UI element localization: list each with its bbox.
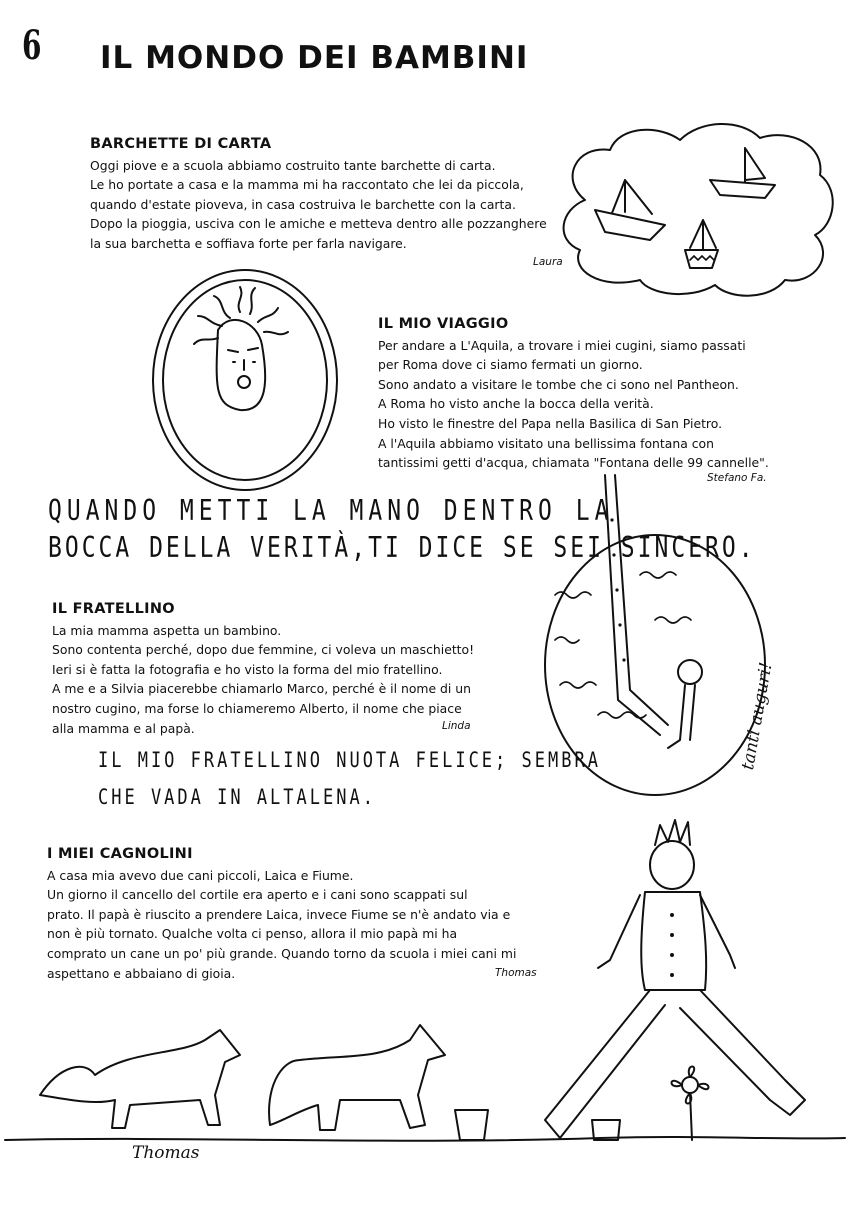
handwritten-auguri: tanti auguri! [738,660,777,772]
story-line: Le ho portate a casa e la mamma mi ha raccontato che lei da piccola, [90,177,524,193]
handwritten-signature: Thomas [132,1143,200,1163]
story-line: Un giorno il cancello del cortile era aperto e i cani sono scappati sul [47,887,468,903]
handwritten-fratellino-line-1: IL MIO FRATELLINO NUOTA FELICE; SEMBRA [98,748,601,773]
story-viaggio [378,315,769,473]
story-line: nostro cugino, ma forse lo chiameremo Alberto, il nome che piace [52,700,462,716]
story-line: alla mamma e al papà. [52,720,195,736]
page-title: IL MONDO DEI BAMBINI [100,40,529,76]
story-line: A casa mia avevo due cani piccoli, Laica e Fiume. [47,867,354,883]
story-line: non è più tornato. Qualche volta ci penso, allora il mio papà mi ha [47,926,458,942]
story-line: tantissimi getti d'acqua, chiamata "Fontana delle 99 cannelle". [378,455,769,471]
flowers-drawing [455,1067,709,1141]
story-title: I MIEI CAGNOLINI [47,846,193,862]
story-line: Oggi piove e a scuola abbiamo costruito tante barchette di carta. [90,157,496,173]
story-line: Ieri si è fatta la fotografia e ho visto la forma del mio fratellino. [52,661,443,677]
story-line: Ho visto le finestre del Papa nella Basilica di San Pietro. [378,415,723,431]
story-line: prato. Il papà è riuscito a prendere Laica, invece Fiume se n'è andato via e [47,906,511,922]
story-line: aspettano e abbaiano di gioia. [47,965,236,981]
story-line: A me e a Silvia piacerebbe chiamarlo Marco, perché è il nome di un [52,681,472,697]
story-title: IL MIO VIAGGIO [378,316,509,332]
story-author: Laura [533,256,563,268]
oval-face-drawing [153,270,337,490]
handwritten-bocca-line-1: QUANDO METTI LA MANO DENTRO LA [48,495,614,528]
story-title: BARCHETTE DI CARTA [90,136,272,152]
cloud-boats-drawing [564,124,833,296]
story-line: quando d'estate pioveva, in casa costruiva le barchette con la carta. [90,196,516,212]
story-cagnolini [47,845,542,983]
handwritten-fratellino-line-2: CHE VADA IN ALTALENA. [98,785,376,810]
story-line: Per andare a L'Aquila, a trovare i miei cugini, siamo passati [378,337,746,353]
story-line: Sono contenta perché, dopo due femmine, ci voleva un maschietto! [52,642,475,658]
story-line: Sono andato a visitare le tombe che ci sono nel Pantheon. [378,376,739,392]
story-line: La mia mamma aspetta un bambino. [52,622,282,638]
handwritten-bocca-line-2: BOCCA DELLA VERITÀ,TI DICE SE SEI SINCERO. [48,532,756,565]
story-line: comprato un cane un po' più grande. Quando torno da scuola i miei cani mi [47,945,517,961]
story-author: Linda [442,720,471,732]
story-line: A l'Aquila abbiamo visitato una bellissima fontana con [378,435,714,451]
story-barchette [90,135,547,254]
story-line: la sua barchetta e soffiava forte per farla navigare. [90,235,407,251]
story-line: Dopo la pioggia, usciva con le amiche e metteva dentro alle pozzanghere [90,216,547,232]
story-author: Stefano Fa. [707,472,767,484]
walking-man-drawing [545,820,805,1138]
story-author: Thomas [495,967,537,979]
dogs-drawing [40,1025,445,1130]
story-line: per Roma dove ci siamo fermati un giorno. [378,357,643,373]
page-number: 6 [22,22,42,69]
story-fratellino [52,600,474,738]
story-line: A Roma ho visto anche la bocca della verità. [378,396,654,412]
story-title: IL FRATELLINO [52,601,175,617]
